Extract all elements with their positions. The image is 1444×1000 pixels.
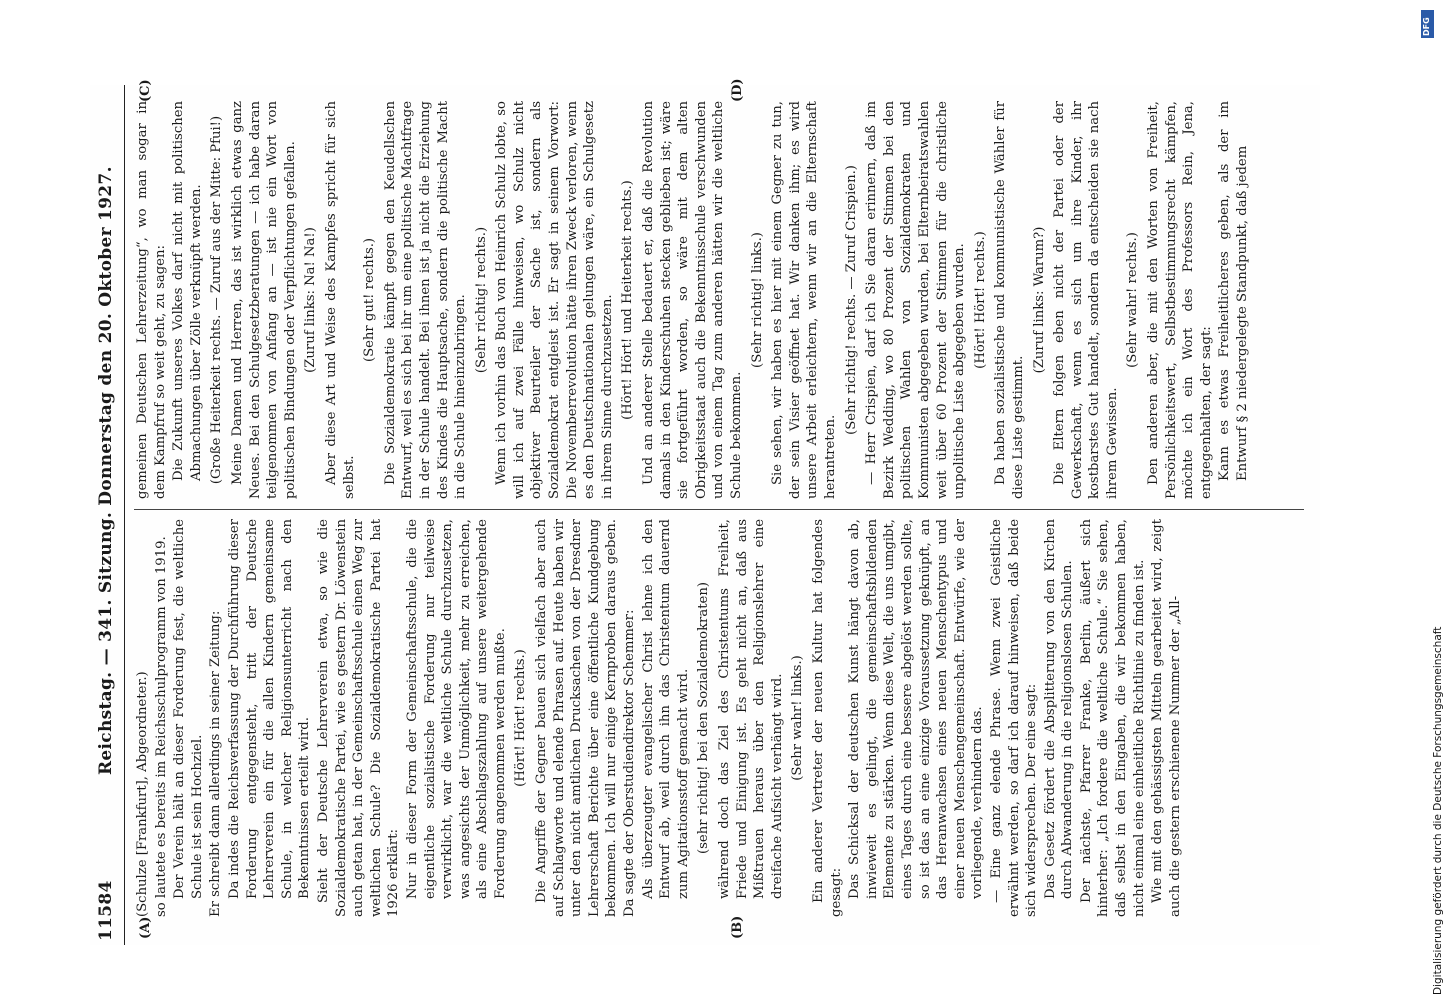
right-column-paragraph: — Herr Crispien, darf ich Sie daran erinnern, daß im Bezirk Wedding, wo 80 Prozent der Stimmen bei den politischen Wahlen von Sozialdemokraten und Kommunisten abgegeben wurden, bei Elternbeiratswahlen weit über 60 Prozent der Stimmen für die christliche unpolitische Liste abgegeben wurden. [864, 101, 968, 499]
left-text-column [134, 519, 1310, 917]
right-column-paragraph: (Große Heiterkeit rechts. — Zuruf aus der Mitte: Pfui!) [209, 115, 225, 485]
right-text-column [134, 101, 1310, 499]
left-column-paragraph: während doch das Ziel des Christentums Freiheit, Friede und Einigung ist. Es geht nicht an, daß aus Mißtrauen heraus über den Religionslehrer eine dreifache Aufsicht verhängt wird. [717, 519, 785, 899]
right-column-paragraph: Und an anderer Stelle bedauert er, daß die Revolution damals in den Kinderschuhen stecken geblieben ist; wäre sie fortgeführt worden, so wäre mit dem alten Obrigkeitsstaat auch die Bekenntnisschule verschwunden und von einem Tag zum anderen hätten wir die weltliche Schule bekommen. [641, 101, 744, 499]
right-column-paragraph: (Hört! Hört! und Heiterkeit rechts.) [620, 180, 636, 420]
left-column-paragraph: so lautete es bereits im Reichsschulprogramm von 1919. [153, 536, 169, 917]
right-column-paragraph: Sie sehen, wir haben es hier mit einem Gegner zu tun, der sein Visier geöffnet hat. Wir danken ihm; es wird unsere Arbeit erleichtern, wenn wir an die Elternschaft herantreten. [770, 101, 838, 499]
dfg-credit-text: Digitalisierung gefördert durch die Deutsche Forschungsgemeinschaft [1432, 626, 1444, 995]
margin-marker-a: (A) [138, 916, 153, 939]
right-column-paragraph: (Sehr richtig! rechts. — Zuruf Crispien.) [843, 165, 859, 435]
left-column-paragraph: (sehr richtig! bei den Sozialdemokraten) [696, 582, 712, 854]
page-title: Reichstag. — 341. Sitzung. Donnerstag den 20. Oktober 1927. [96, 166, 116, 775]
right-column-paragraph: (Sehr richtig! rechts.) [473, 226, 489, 374]
left-column-paragraph: Der Verein hält an dieser Forderung fest, die weltliche Schule ist sein Hochziel. [172, 519, 205, 899]
margin-marker-d: (D) [730, 78, 745, 102]
right-column-paragraph: Aber diese Art und Weise des Kampfes spricht für sich selbst. [323, 101, 357, 499]
column-divider [134, 509, 1304, 510]
left-column-paragraph: Nur in dieser Form der Gemeinschaftsschule, die die eigentliche sozialistische Forderung nur teilweise verwirklicht, war die weltliche Schule durchzusetzen, was angesichts der Unmöglichkeit, mehr zu erreichen, als eine Abschlagszahlung auf unsere weitergehende Forderung angenommen werden mußte. [404, 519, 508, 899]
left-column-paragraph: Da indes die Reichsverfassung der Durchführung dieser Forderung entgegensteht, tritt der Deutsche Lehrerverein ein für die allen Kindern gemeinsame Schule, in welcher Religionsunterricht nach den Bekenntnissen erteilt wird. [226, 519, 313, 899]
left-column-paragraph: Sieht der Deutsche Lehrerverein etwa, so wie die Sozialdemokratische Partei, wie es gestern Dr. Löwenstein auch getan hat, in der Gemeinschaftsschule einen Weg zur weltlichen Schule? Die Sozialdemokratische Partei hat 1926 erklärt: [315, 519, 402, 917]
right-column-paragraph: Die Zukunft unseres Volkes darf nicht mit politischen Abmachungen über Zölle verknüpft werden. [171, 101, 204, 481]
left-column-paragraph: Das Schicksal der deutschen Kunst hängt davon ab, inwieweit es gelingt, die gemeinschaftsbildenden Elemente zu stärken. Wenn diese Welt, die uns umgibt, eines Tages durch eine bessere abgelöst werden sollte, so ist das an eine einzige Voraussetzung geknüpft, an das Heranwachsen eines neuen Menschentypus und einer neuen Menschengemeinschaft. Entwürfe, wie der vorliegende, verhindern das. [847, 519, 986, 899]
dfg-logo [1421, 10, 1434, 38]
right-column-paragraph: Da haben sozialistische und kommunistische Wähler für diese Liste gestimmt. [993, 101, 1026, 499]
right-column-paragraph: Kann es etwas Freiheitlicheres geben, als der im Entwurf § 2 niedergelegte Standpunkt, daß jedem [1217, 101, 1251, 481]
page-number: 11584 [96, 880, 116, 941]
right-column-paragraph: gemeinen Deutschen Lehrerzeitung“, wo man sogar in dem Kampfruf so weit geht, zu sagen: [135, 101, 168, 499]
right-column-paragraph: Die Eltern folgen eben nicht der Partei oder der Gewerkschaft, wenn es sich um ihre Kinder, ihr kostbarstes Gut handelt, sondern da entscheiden sie nach ihrem Gewissen. [1052, 101, 1120, 499]
right-column-paragraph: (Zuruf links: Warum?) [1031, 226, 1047, 374]
margin-marker-b: (B) [730, 915, 745, 939]
left-column-paragraph: (Hört! Hört! rechts.) [513, 649, 529, 787]
page-header [90, 85, 125, 945]
digitization-sidebar [1416, 10, 1444, 995]
right-column-paragraph: Die Sozialdemokratie kämpft gegen den Keudellschen Entwurf, weil es sich bei ihr um eine politische Machtfrage in der Schule handelt. Bei ihnen ist ja nicht die Erziehung des Kindes die Hauptsache, sondern die politische Macht in die Schule hineinzubringen. [382, 101, 469, 499]
right-column-paragraph: (Zuruf links: Na! Na!) [303, 227, 319, 373]
left-column-paragraph: (Sehr wahr! links.) [790, 655, 806, 781]
right-column-paragraph: (Sehr wahr! rechts.) [1125, 232, 1141, 368]
left-column-paragraph: (Schulze [Frankfurt], Abgeordneter.) [135, 671, 150, 917]
left-column-paragraph: Er schreibt dann allerdings in seiner Zeitung: [208, 610, 224, 917]
right-column-paragraph: Meine Damen und Herren, das ist wirklich etwas ganz Neues. Bei den Schulgesetzberatungen — ich habe daran teilgenommen von Anfang an — ist nie ein Wort von politischen Bindungen oder Verpflichtungen gefallen. [229, 101, 298, 499]
right-column-paragraph: (Sehr richtig! links.) [749, 232, 765, 368]
margin-marker-c: (C) [138, 79, 153, 102]
left-column-paragraph: — Eine ganz elende Phrase. Wenn zwei Geistliche erwähnt werden, so darf ich darauf hinweisen, daß beide sich widersprechen. Der eine sagt: [988, 519, 1040, 917]
left-column-paragraph: Als überzeugter evangelischer Christ lehne ich den Entwurf ab, weil durch ihn das Christentum dauernd zum Agitationsstoff gemacht wird. [640, 519, 691, 899]
left-column-paragraph: Wie mit den gehässigsten Mitteln gearbeitet wird, zeigt auch die gestern erschienene Nummer der „All- [1150, 519, 1183, 917]
left-column-paragraph: Ein anderer Vertreter der neuen Kultur hat folgendes gesagt: [810, 519, 844, 917]
right-column-paragraph: (Hört! Hört! rechts.) [972, 231, 988, 369]
dfg-logo-text: DFG [1422, 17, 1431, 36]
left-column-paragraph: Der nächste, Pfarrer Franke, Berlin, äußert sich hinterher: „Ich fordere die weltliche Schule.“ Sie sehen, daß selbst in den Eingaben, die wir bekommen haben, nicht einmal eine einheitliche Richtlinie zu finden ist. [1078, 519, 1147, 917]
left-column-paragraph: Die Angriffe der Gegner bauen sich vielfach aber auch auf Schlagworte und elende Phrasen auf. Heute haben wir unter den nicht amtlichen Drucksachen von der Dresdner Lehrerschaft Berichte über eine öffentliche Kundgebung bekommen. Ich will nur einige Kernproben daraus geben. Da sagte der Oberstudiendirektor Schemmer: [534, 519, 638, 917]
left-column-paragraph: Das Gesetz fördert die Absplitterung von den Kirchen durch Abwanderung in die religionslosen Schulen. [1042, 519, 1076, 899]
right-column-paragraph: Den anderen aber, die mit den Worten von Freiheit, Persönlichkeitswert, Selbstbestimmungsrecht kämpfen, möchte ich ein Wort des Professors Rein, Jena, entgegenhalten, der sagt: [1146, 101, 1214, 499]
rotated-page [90, 78, 1320, 945]
right-column-paragraph: (Sehr gut! rechts.) [362, 237, 378, 363]
right-column-paragraph: Wenn ich vorhin das Buch von Heinrich Schulz lobte, so will ich auf zwei Fälle hinweisen, wo Schulz nicht objektiver Beurteiler der Sache ist, sondern als Sozialdemokrat entgleist ist. Er sagt in seinem Vorwort: Die Novemberrevolution hätte ihren Zweck verloren, wenn es den Deutschnationalen gelungen wäre, ein Schulgesetz in ihrem Sinne durchzusetzen. [494, 101, 615, 499]
